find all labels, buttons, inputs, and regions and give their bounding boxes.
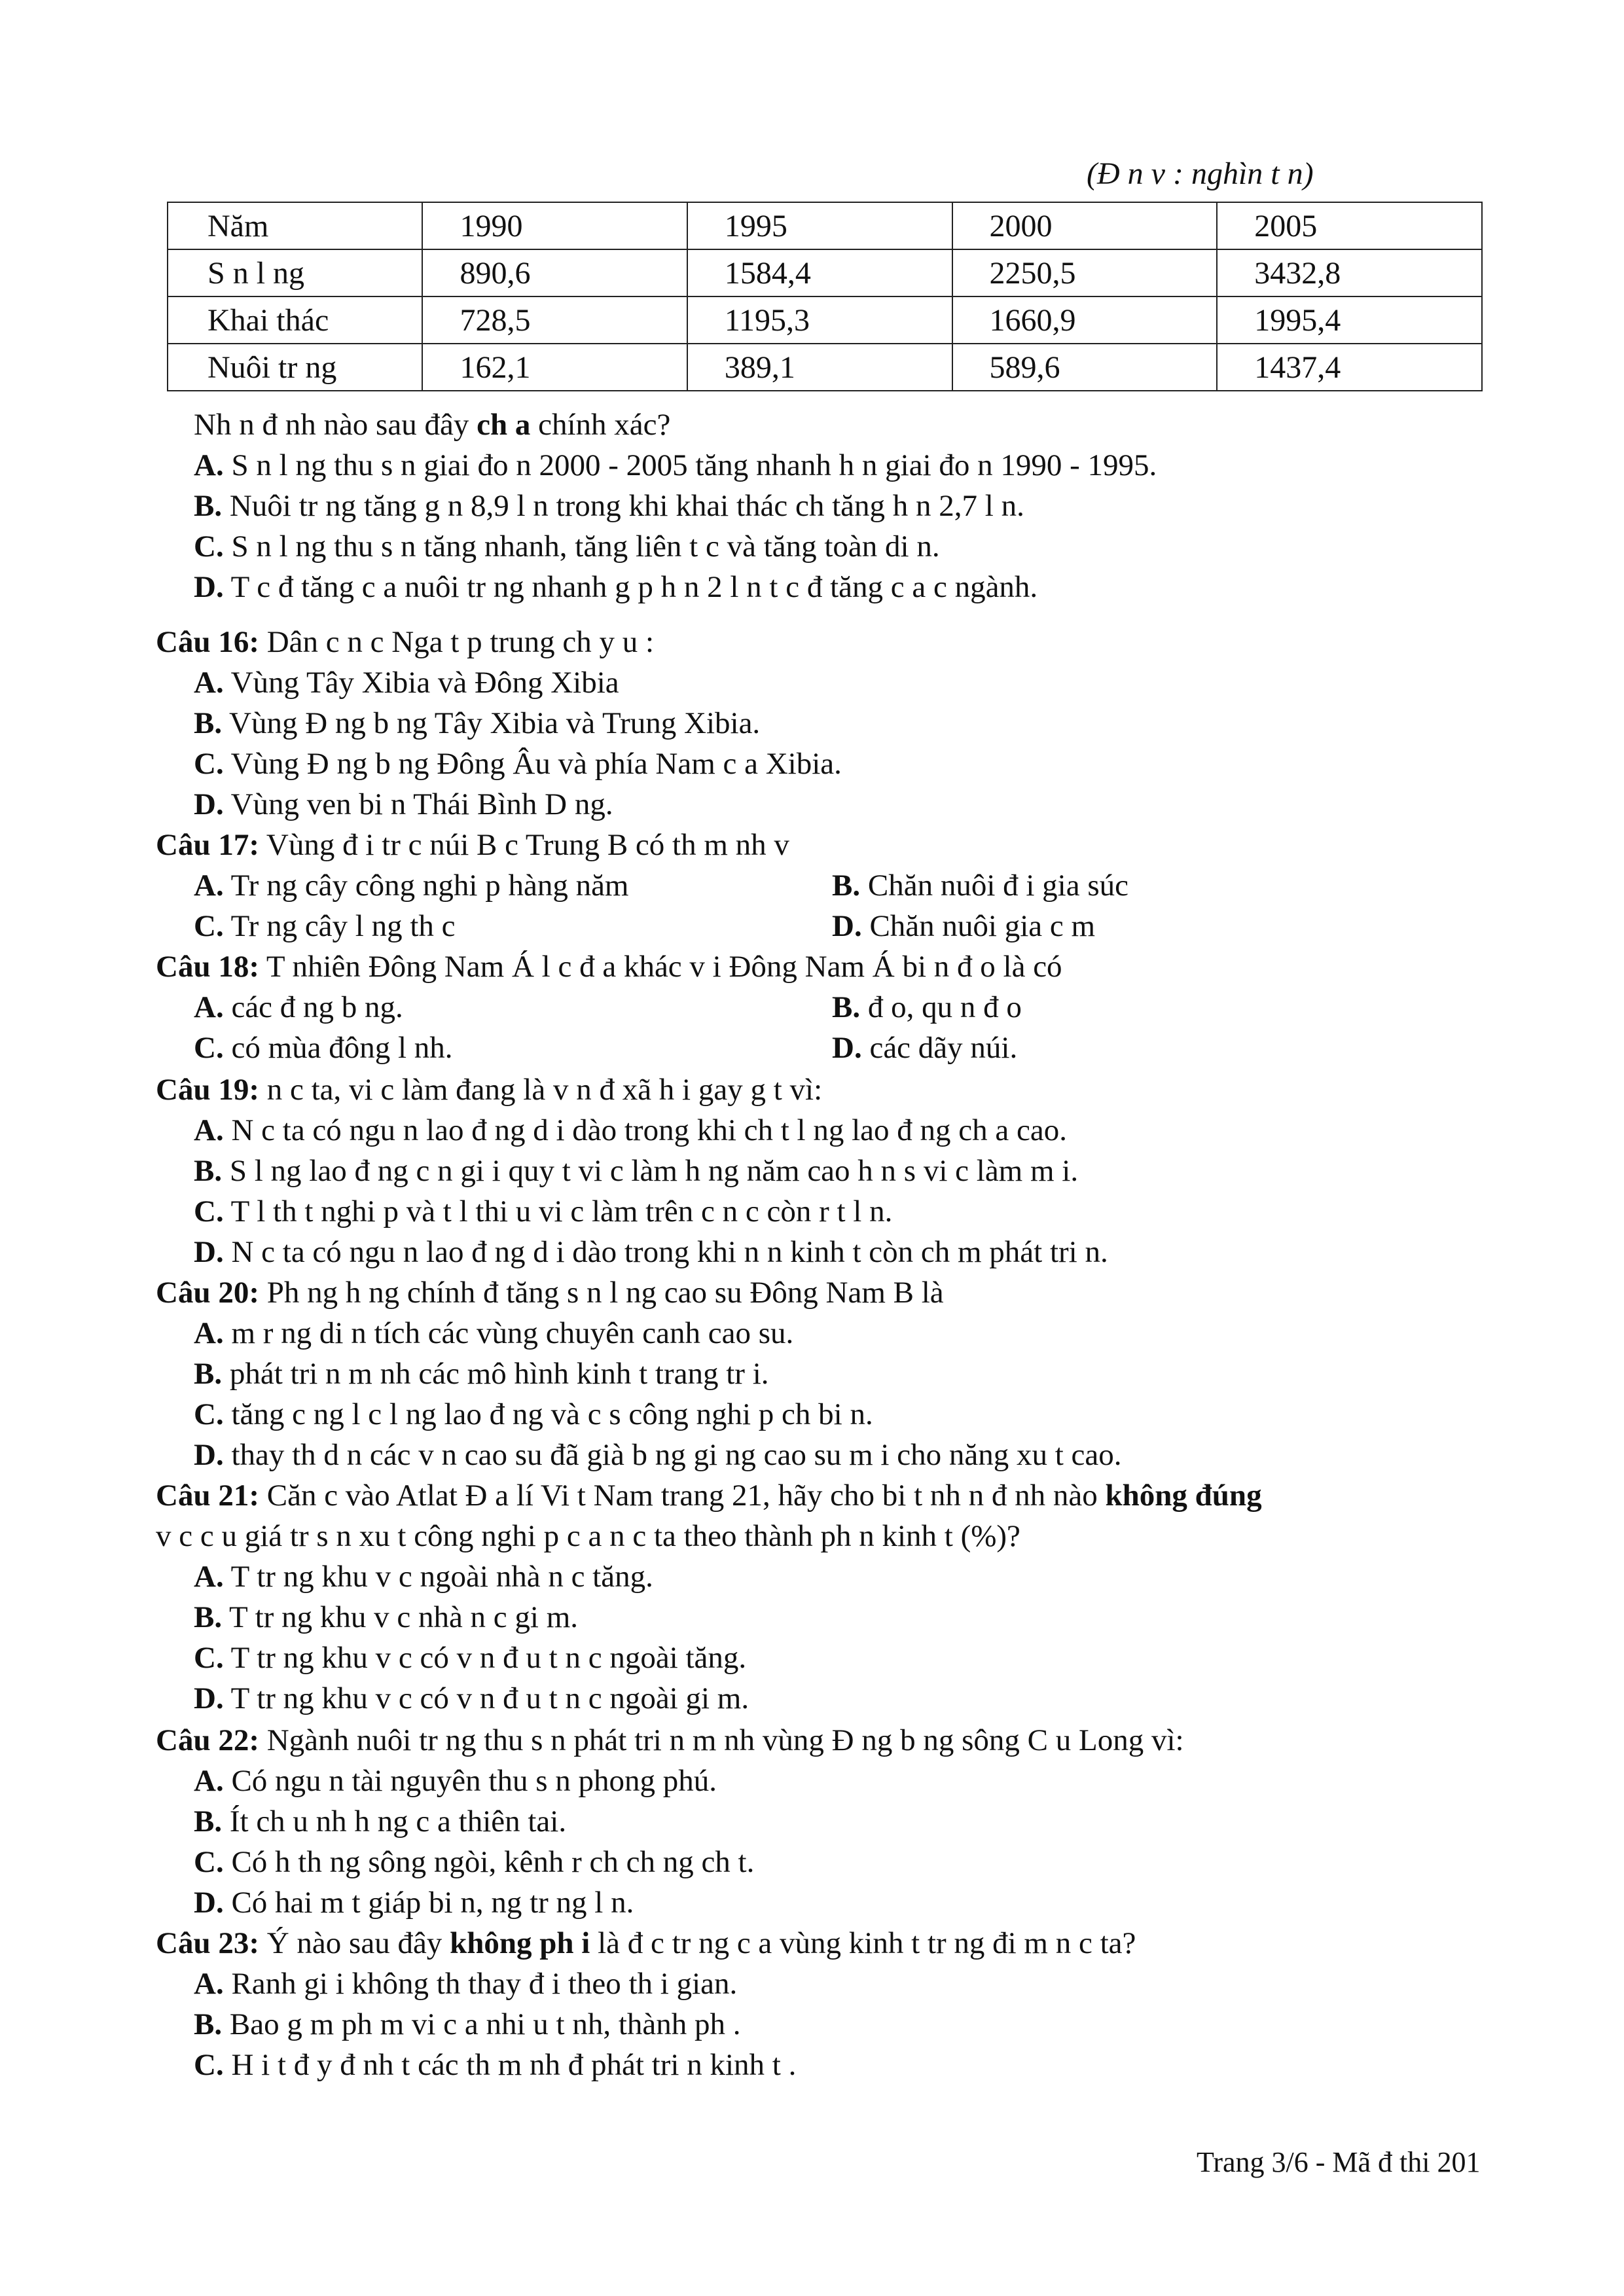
question-stem [156,622,1513,662]
option-text: T tr ng khu v c có v n đ u t n c ngoài tăng. [223,1641,747,1675]
stem-text: Nh n đ nh nào sau đây [194,408,477,442]
answer-option [156,1761,1513,1801]
option-text: đ o, qu n đ o [860,990,1022,1024]
option-text: Chăn nuôi đ i gia súc [860,869,1129,903]
option-text: N c ta có ngu n lao đ ng d i dào trong khi ch t l ng lao đ ng ch a cao. [223,1113,1067,1147]
option-label: A. [194,1967,224,2001]
option-text: Ranh gi i không th thay đ i theo th i gian. [223,1967,738,2001]
stem-text: n c ta, vi c làm đang là v n đ xã h i gay g t vì: [259,1073,823,1107]
answer-option [832,987,1022,1028]
option-text: có mùa đông l nh. [223,1031,453,1065]
option-label: A. [194,1316,224,1350]
option-label: A. [194,1764,224,1798]
answer-option [156,2045,1513,2085]
option-text: Nuôi tr ng tăng g n 8,9 l n trong khi khai thác ch tăng h n 2,7 l n. [222,489,1024,523]
option-text: S n l ng thu s n tăng nhanh, tăng liên t c và tăng toàn di n. [223,529,940,564]
option-text: Tr ng cây l ng th c [223,909,456,943]
answer-option [156,1964,1513,2004]
option-label: A. [194,666,224,700]
question-18 [156,946,1513,1068]
answer-option [156,784,1513,825]
option-label: B. [194,2007,223,2041]
table-header-cell: 1995 [687,202,952,249]
option-text: T tr ng khu v c có v n đ u t n c ngoài gi m. [223,1681,749,1715]
table-cell: Nuôi tr ng [168,344,422,391]
option-text: các dãy núi. [861,1031,1018,1065]
question-stem [156,1069,1513,1110]
table-cell: 890,6 [422,249,687,296]
option-text: phát tri n m nh các mô hình kinh t trang tr i. [222,1357,769,1391]
stem-text: là đ c tr ng c a vùng kinh t tr ng đi m n c ta? [590,1926,1136,1960]
option-label: D. [194,1438,224,1472]
option-text: H i t đ y đ nh t các th m nh đ phát tri n kinh t . [223,2048,797,2082]
question-number: Câu 16: [156,625,259,659]
option-text: Có ngu n tài nguyên thu s n phong phú. [223,1764,717,1798]
option-label: C. [194,1194,224,1229]
table-cell: 1995,4 [1217,296,1482,344]
stem-text: Ý nào sau đây [259,1926,450,1960]
table-cell: 3432,8 [1217,249,1482,296]
answer-option [156,526,1513,567]
option-label: D. [832,909,862,943]
stem-emphasis: không ph i [450,1926,590,1960]
table-cell: 162,1 [422,344,687,391]
table-cell: 728,5 [422,296,687,344]
option-text: Vùng ven bi n Thái Bình D ng. [223,787,613,821]
option-label: D. [194,787,224,821]
option-label: B. [832,990,861,1024]
table-cell: 1437,4 [1217,344,1482,391]
answer-option [156,1394,1513,1435]
question-23 [156,1923,1513,2085]
question-number: Câu 17: [156,828,259,862]
answer-option [156,1678,1513,1719]
option-label: C. [194,1641,224,1675]
option-text: các đ ng b ng. [223,990,403,1024]
option-label: C. [194,1845,224,1879]
option-label: D. [194,1886,224,1920]
table-cell: 389,1 [687,344,952,391]
stem-text: Dân c n c Nga t p trung ch y u : [259,625,654,659]
option-label: B. [832,869,861,903]
stem-text: chính xác? [530,408,671,442]
option-text: T tr ng khu v c nhà n c gi m. [222,1600,579,1634]
answer-option [194,865,832,906]
answer-option [194,987,832,1028]
table-header-cell: 1990 [422,202,687,249]
answer-option [156,1435,1513,1475]
option-label: A. [194,1113,224,1147]
question-stem [156,1475,1513,1516]
answer-option [156,744,1513,784]
answer-option [194,1028,832,1068]
option-label: C. [194,909,224,943]
option-text: N c ta có ngu n lao đ ng d i dào trong khi n n kinh t còn ch m phát tri n. [223,1235,1108,1269]
table-cell: 589,6 [952,344,1218,391]
answer-option [832,1028,1017,1068]
option-label: B. [194,1600,223,1634]
answer-option [156,1801,1513,1842]
question-stem [156,1272,1513,1313]
option-text: S n l ng thu s n giai đo n 2000 - 2005 tăng nhanh h n giai đo n 1990 - 1995. [223,448,1157,482]
option-label: B. [194,1804,223,1839]
table-header-cell: 2000 [952,202,1218,249]
question-number: Câu 20: [156,1276,259,1310]
table-cell: Khai thác [168,296,422,344]
stem-text: Vùng đ i tr c núi B c Trung B có th m nh v [259,828,789,862]
question-number: Câu 19: [156,1073,259,1107]
question-number: Câu 22: [156,1723,259,1757]
answer-option [156,1151,1513,1191]
answer-option [156,1110,1513,1151]
table-row [168,344,1482,391]
answer-option [156,567,1513,607]
answer-option [156,1556,1513,1597]
question-stem [156,1720,1513,1761]
question-17 [156,825,1513,946]
answer-option [832,865,1128,906]
option-text: S l ng lao đ ng c n gi i quy t vi c làm h ng năm cao h n s vi c làm m i. [222,1154,1079,1188]
option-label: A. [194,1560,224,1594]
answer-option [156,1638,1513,1678]
answer-row [156,1028,1513,1068]
question-stem-continued: v c c u giá tr s n xu t công nghi p c a n c ta theo thành ph n kinh t (%)? [156,1519,1020,1553]
question-20 [156,1272,1513,1475]
question-stem [156,1923,1513,1964]
answer-option [156,1842,1513,1882]
option-label: B. [194,1357,223,1391]
question-stem [156,825,1513,865]
stem-text: T nhiên Đông Nam Á l c đ a khác v i Đông Nam Á bi n đ o là có [259,950,1062,984]
option-text: thay th d n các v n cao su đã già b ng gi ng cao su m i cho năng xu t cao. [223,1438,1122,1472]
option-text: T c đ tăng c a nuôi tr ng nhanh g p h n 2 l n t c đ tăng c a c ngành. [223,570,1038,604]
stem-text: Ph ng h ng chính đ tăng s n l ng cao su Đông Nam B là [259,1276,944,1310]
table-unit-note: (Đ n v : nghìn t n) [1087,156,1314,191]
answer-option [156,703,1513,744]
option-label: C. [194,1397,224,1431]
question-16 [156,622,1513,825]
option-text: T tr ng khu v c ngoài nhà n c tăng. [223,1560,653,1594]
stem-text: Ngành nuôi tr ng thu s n phát tri n m nh vùng Đ ng b ng sông C u Long vì: [259,1723,1184,1757]
option-text: Bao g m ph m vi c a nhi u t nh, thành ph . [222,2007,741,2041]
answer-option [156,1313,1513,1354]
answer-row [156,865,1513,906]
production-table [167,202,1483,391]
option-text: Vùng Đ ng b ng Đông Âu và phía Nam c a Xibia. [223,747,842,781]
table-row [168,296,1482,344]
table-header-cell: 2005 [1217,202,1482,249]
answer-option [156,1354,1513,1394]
option-label: A. [194,448,224,482]
option-label: C. [194,529,224,564]
table-cell: 1584,4 [687,249,952,296]
option-label: B. [194,1154,223,1188]
question-stem [156,946,1513,987]
option-text: Tr ng cây công nghi p hàng năm [223,869,629,903]
question-number: Câu 21: [156,1479,259,1513]
option-label: D. [194,570,224,604]
option-label: C. [194,2048,224,2082]
question-15 [156,404,1513,607]
table-header-row [168,202,1482,249]
table-cell: 2250,5 [952,249,1218,296]
answer-option [156,1232,1513,1272]
option-label: A. [194,990,224,1024]
question-22 [156,1720,1513,1923]
option-text: Có h th ng sông ngòi, kênh r ch ch ng ch t. [223,1845,755,1879]
question-21 [156,1475,1513,1719]
answer-option [156,662,1513,703]
option-text: Có hai m t giáp bi n, ng tr ng l n. [223,1886,634,1920]
table-cell: S n l ng [168,249,422,296]
answer-option [156,445,1513,486]
table-cell: 1660,9 [952,296,1218,344]
option-label: C. [194,1031,224,1065]
stem-emphasis: ch a [477,408,531,442]
option-label: D. [194,1681,224,1715]
answer-option [156,1191,1513,1232]
page-footer: Trang 3/6 - Mã đ thi 201 [1197,2146,1481,2178]
answer-option [156,486,1513,526]
answer-option [832,906,1095,946]
option-text: Ít ch u nh h ng c a thiên tai. [222,1804,567,1839]
option-text: Vùng Đ ng b ng Tây Xibia và Trung Xibia. [222,706,761,740]
option-label: A. [194,869,224,903]
answer-row [156,906,1513,946]
answer-option [194,906,832,946]
answer-option [156,1882,1513,1923]
option-text: tăng c ng l c l ng lao đ ng và c s công nghi p ch bi n. [223,1397,873,1431]
question-number: Câu 18: [156,950,259,984]
stem-text: Căn c vào Atlat Đ a lí Vi t Nam trang 21, hãy cho bi t nh n đ nh nào [259,1479,1106,1513]
option-text: m r ng di n tích các vùng chuyên canh cao su. [223,1316,794,1350]
option-text: Chăn nuôi gia c m [861,909,1096,943]
table-header-cell: Năm [168,202,422,249]
stem-emphasis: không đúng [1105,1479,1262,1513]
question-19 [156,1069,1513,1272]
option-text: Vùng Tây Xibia và Đông Xibia [223,666,619,700]
question-stem [156,404,1513,445]
option-label: B. [194,489,223,523]
option-label: D. [194,1235,224,1269]
answer-option [156,1597,1513,1638]
table-cell: 1195,3 [687,296,952,344]
option-text: T l th t nghi p và t l thi u vi c làm trên c n c còn r t l n. [223,1194,893,1229]
option-label: C. [194,747,224,781]
answer-row [156,987,1513,1028]
option-label: D. [832,1031,862,1065]
table-row [168,249,1482,296]
option-label: B. [194,706,223,740]
answer-option [156,2004,1513,2045]
question-number: Câu 23: [156,1926,259,1960]
